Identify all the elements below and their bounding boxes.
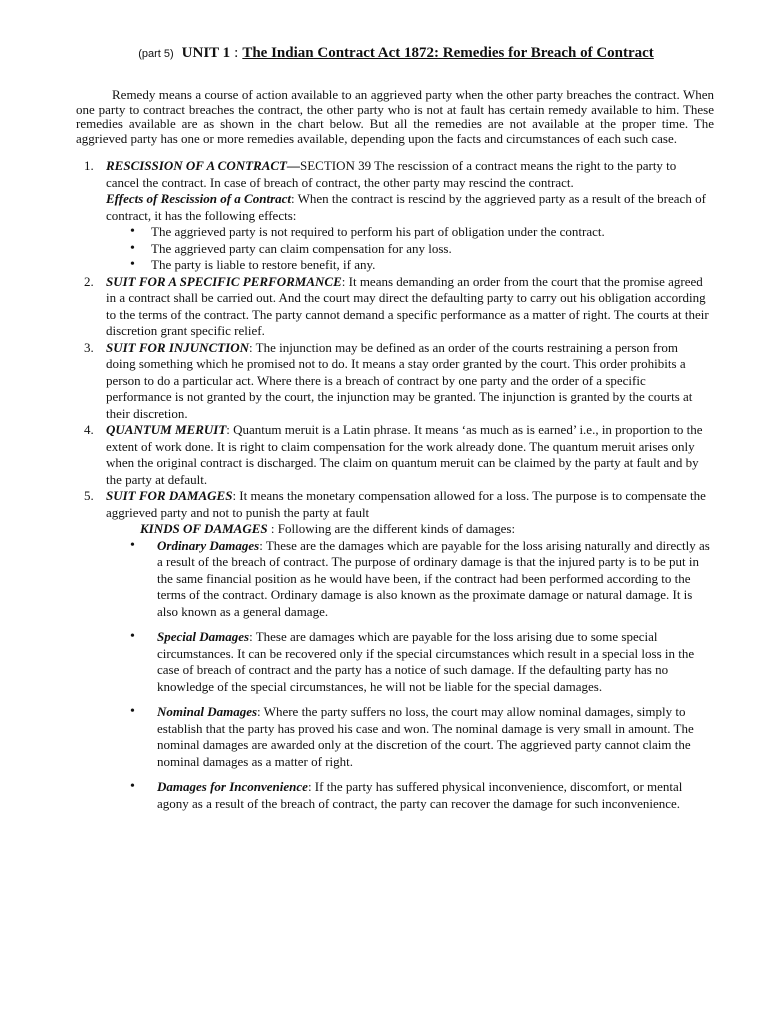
title-colon: : bbox=[234, 45, 239, 61]
title-line bbox=[82, 44, 710, 62]
effects-title: Effects of Rescission of a Contract bbox=[106, 191, 292, 206]
page-title: The Indian Contract Act 1872: Remedies for Breach of Contract bbox=[242, 45, 654, 61]
remedy-number: 2. bbox=[84, 273, 94, 289]
list-item bbox=[130, 257, 710, 274]
bullet-icon: • bbox=[130, 629, 135, 644]
damages-list bbox=[106, 538, 710, 813]
damage-name: Damages for Inconvenience bbox=[157, 779, 308, 794]
intro-paragraph: Remedy means a course of action available to an aggrieved party when the other party breaches the contract. When one party to contract breaches the contract, the other party who is not at fault has certain remedy available to him. These remedies available are as shown in the chart below. But all the remedies are not available at the proper time. The aggrieved party has one or more remedies available, depending upon the facts and circumstances of each such case. bbox=[76, 87, 714, 146]
remedy-number: 4. bbox=[84, 422, 94, 437]
effect-text: The party is liable to restore benefit, if any. bbox=[151, 257, 376, 272]
effects-paragraph bbox=[106, 191, 710, 224]
remedy-name: SUIT FOR DAMAGES bbox=[106, 488, 233, 503]
bullet-icon: • bbox=[130, 537, 135, 553]
effects-list bbox=[106, 224, 710, 274]
remedy-item-injunction bbox=[84, 340, 710, 423]
remedy-dash: — bbox=[286, 158, 300, 173]
damage-text: : These are the damages which are payable for the loss arising naturally and directly as a result of the breach of contract. The purpose of ordinary damage is that the injured party is to be put in the same financial position as he would have been, if the contract had been performed according to the terms of the contract. Ordinary damage is also known as the proximate damage or natural damage. It is also known as a general damage. bbox=[157, 537, 710, 619]
damage-name: Ordinary Damages bbox=[157, 537, 260, 553]
bullet-icon: • bbox=[130, 257, 135, 272]
damage-text: : These are damages which are payable for the loss arising due to some special circumstances. It can be recovered only if the special circumstances which result in a special loss in the case of breach of contract and the party has a notice of such damage. If the defaulting party has no knowledge of the special circumstances, he will not be liable for the special damages. bbox=[157, 629, 695, 694]
part-label: (part 5) bbox=[138, 48, 174, 60]
list-item bbox=[130, 779, 710, 812]
effects-text: : When the contract is rescind by the aggrieved party as a result of the breach of contract, it has the following effects: bbox=[106, 191, 706, 223]
bullet-icon: • bbox=[130, 240, 135, 256]
remedy-item-rescission bbox=[84, 158, 710, 274]
remedy-number: 1. bbox=[84, 158, 94, 173]
remedy-name: RESCISSION OF A CONTRACT bbox=[106, 158, 287, 173]
bullet-icon: • bbox=[130, 704, 135, 719]
remedy-item-specific-performance bbox=[84, 274, 710, 340]
remedy-text: : It means the monetary compensation allowed for a loss. The purpose is to compensate the aggrieved party and not to punish the party at fault bbox=[106, 488, 706, 520]
remedy-number: 3. bbox=[84, 339, 94, 355]
bullet-icon: • bbox=[130, 779, 135, 794]
list-item bbox=[130, 704, 710, 770]
list-item bbox=[130, 538, 710, 621]
bullet-icon: • bbox=[130, 224, 135, 239]
damage-name: Special Damages bbox=[157, 629, 250, 644]
remedy-item-quantum-meruit bbox=[84, 422, 710, 488]
list-item bbox=[130, 224, 710, 241]
list-item bbox=[130, 241, 710, 258]
remedy-name: SUIT FOR INJUNCTION bbox=[106, 339, 250, 355]
remedy-name: SUIT FOR A SPECIFIC PERFORMANCE bbox=[106, 273, 342, 289]
effect-text: The aggrieved party can claim compensation for any loss. bbox=[151, 240, 452, 256]
remedy-name: QUANTUM MERUIT bbox=[106, 422, 227, 437]
kinds-heading bbox=[106, 521, 710, 538]
effect-text: The aggrieved party is not required to perform his part of obligation under the contract. bbox=[151, 224, 605, 239]
unit-label: UNIT 1 bbox=[181, 45, 231, 61]
list-item bbox=[130, 629, 710, 695]
kinds-title: KINDS OF DAMAGES bbox=[140, 521, 268, 536]
remedy-text: : Quantum meruit is a Latin phrase. It means ‘as much as is earned’ i.e., in proportion to the extent of work done. It is right to claim compensation for the work already done. The quantum meruit arises only when the original contract is discharged. The claim on quantum meruit can be claimed by the party at fault and by the party at default. bbox=[106, 422, 703, 487]
remedy-text: : It means demanding an order from the court that the promise agreed in a contract shall be carried out. And the court may direct the defaulting party to carry out his obligation according to the terms of the contract. The party cannot demand a specific performance as a matter of right. The courts at their discretion grant specific relief. bbox=[106, 273, 709, 338]
damage-text: : Where the party suffers no loss, the court may allow nominal damages, simply to establish that the party has proved his case and won. The nominal damage is very small in amount. The nominal damages are awarded only at the discretion of the court. The aggrieved party cannot claim the nominal damages as a matter of right. bbox=[157, 704, 694, 769]
kinds-text: : Following are the different kinds of damages: bbox=[267, 521, 516, 536]
damage-name: Nominal Damages bbox=[157, 704, 258, 719]
damage-text: : If the party has suffered physical inconvenience, discomfort, or mental agony as a result of the breach of contract, the party can recover the damage for such inconvenience. bbox=[157, 779, 683, 811]
remedies-list bbox=[84, 158, 710, 812]
remedy-number: 5. bbox=[84, 488, 94, 503]
remedy-item-damages bbox=[84, 488, 710, 812]
remedy-text: SECTION 39 The rescission of a contract means the right to the party to cancel the contract. In case of breach of contract, the other party may rescind the contract. bbox=[106, 158, 677, 190]
remedy-text: : The injunction may be defined as an order of the courts restraining a person from doing something which he promised not to do. It means a stay order granted by the court. This order prohibits a person to do a particular act. Where there is a breach of contract by one party and the order of a specific performance is not granted by the court, the injunction may be granted. The injunction is granted by the courts at their discretion. bbox=[106, 339, 693, 421]
